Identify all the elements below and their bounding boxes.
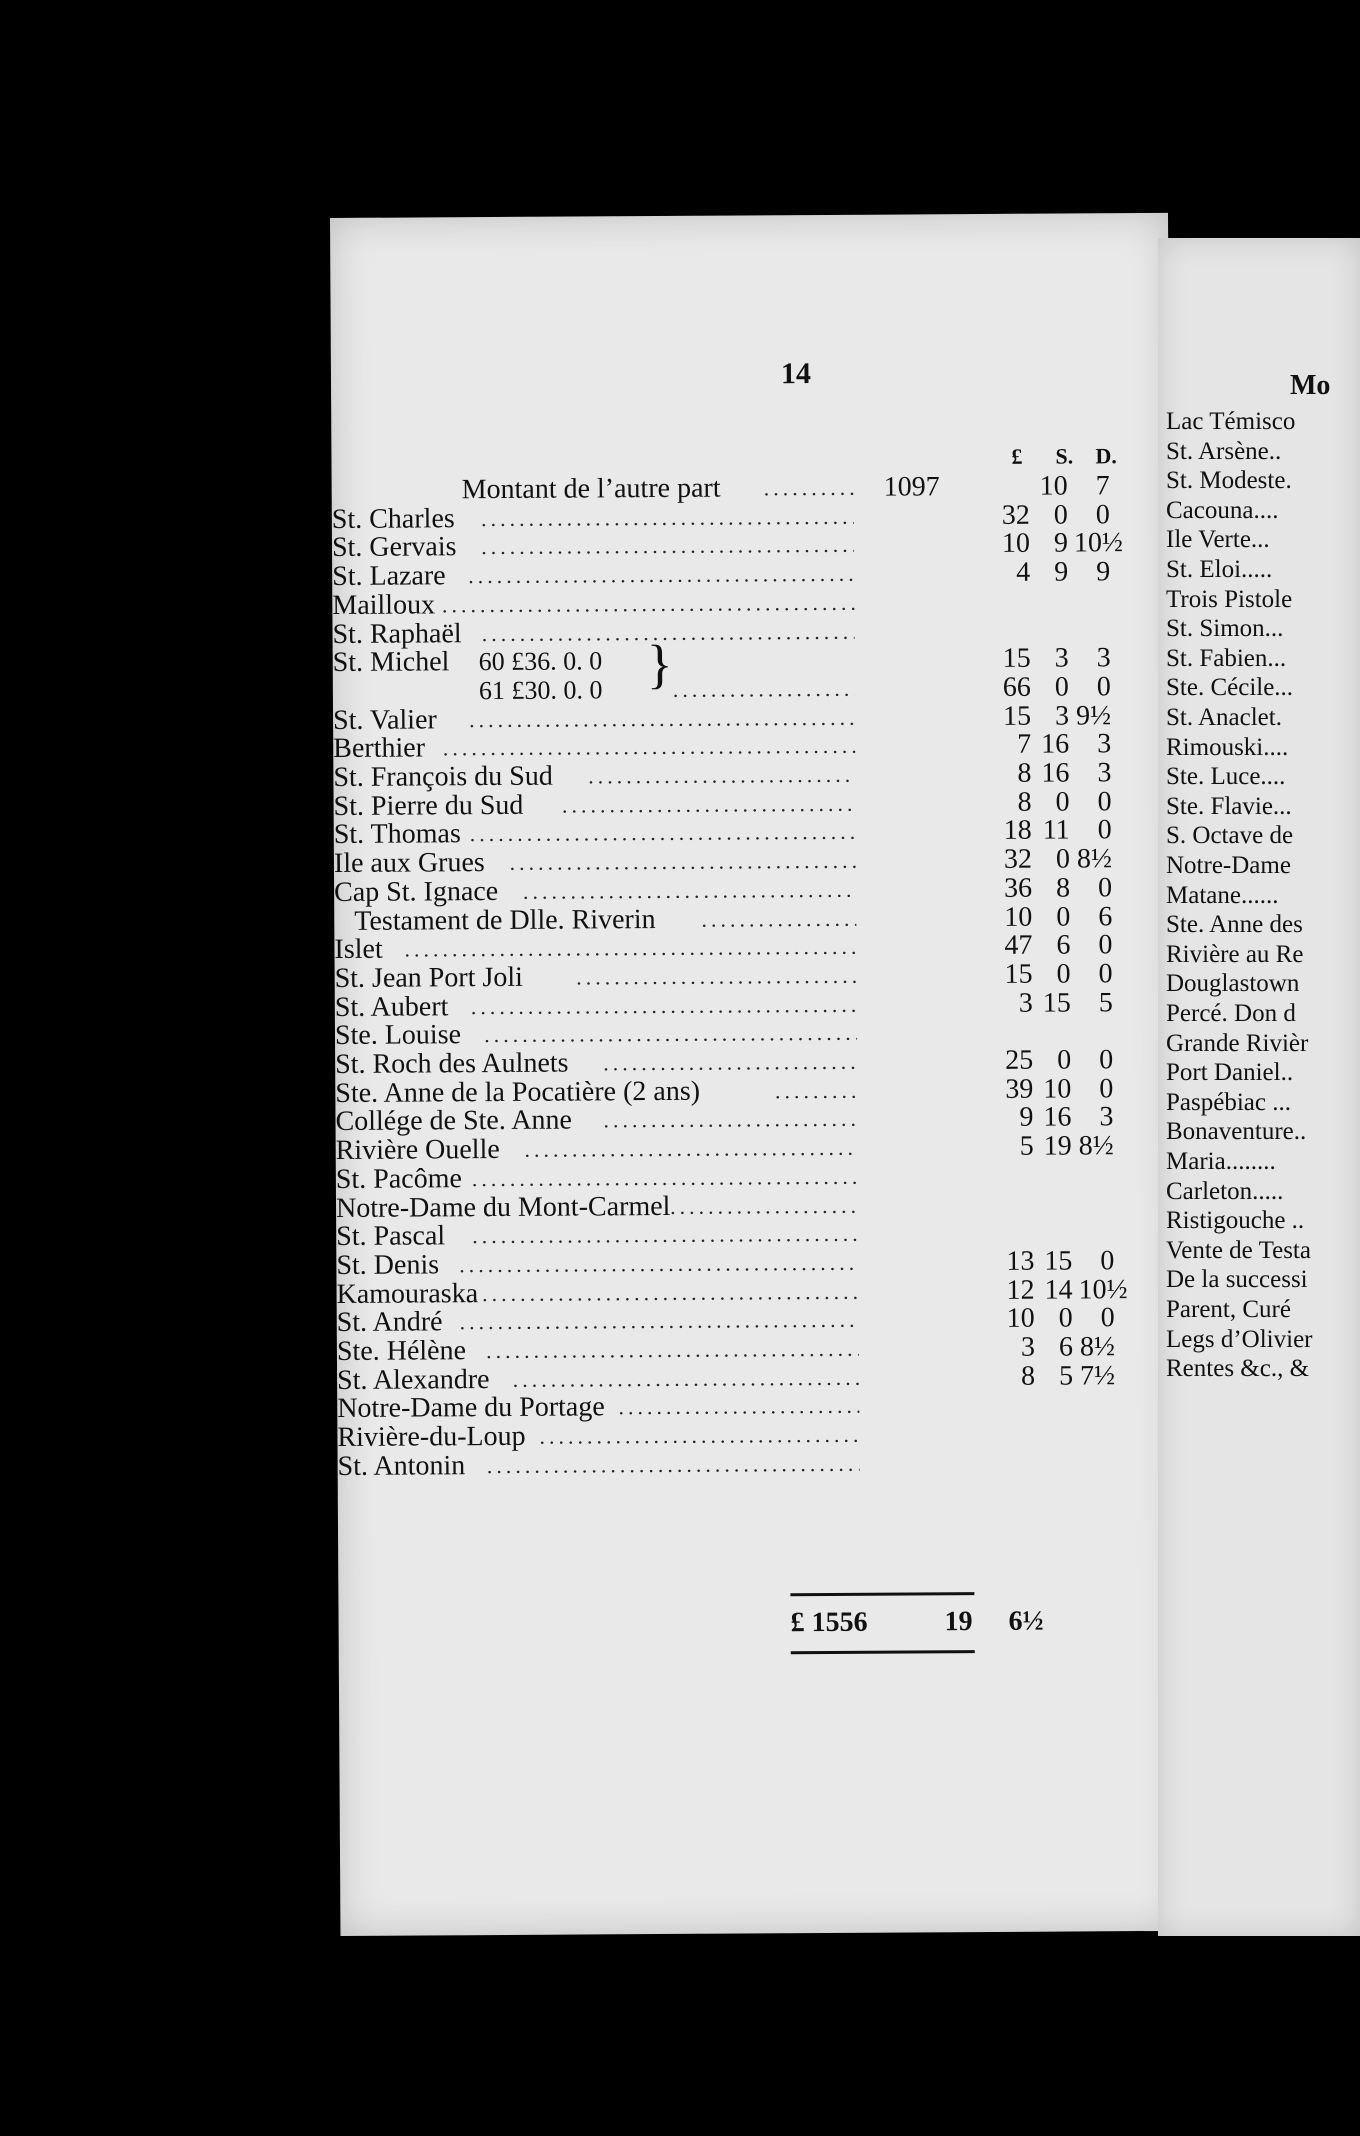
right-page-line: Notre-Dame: [1166, 852, 1291, 879]
carried-label: Montant de l’autre part: [461, 472, 721, 506]
shillings-value: 9: [1054, 556, 1069, 588]
pounds-value: 10: [1001, 528, 1031, 560]
parish-name: Cap St. Ignace: [334, 875, 499, 908]
parish-name: St. Lazare: [332, 560, 446, 593]
st-michel-line-61: 61 £30. 0. 0: [478, 675, 603, 705]
pence-value: 3: [1097, 728, 1112, 760]
parish-name: Rivière Ouelle: [335, 1134, 500, 1167]
st-michel-total: 0: [1054, 671, 1069, 703]
right-page-fragment: [1158, 238, 1360, 1936]
shillings-value: 6: [1056, 929, 1071, 961]
pounds-value: 10: [1006, 1303, 1035, 1335]
leader-dots: [468, 559, 854, 591]
pence-value: 6: [1098, 900, 1113, 932]
pounds-value: 32: [1001, 499, 1030, 531]
parish-name: Rivière-du-Loup: [337, 1420, 526, 1454]
leader-dots: [469, 702, 855, 734]
pence-value: 8½: [1079, 1331, 1116, 1363]
shillings-value: 0: [1053, 499, 1068, 531]
carried-pence: 7: [1095, 470, 1110, 502]
parish-name: St. Roch des Aulnets: [335, 1047, 569, 1080]
pounds-value: 25: [1005, 1044, 1034, 1076]
parish-name: St. Denis: [336, 1249, 440, 1281]
shillings-value: 10: [1043, 1073, 1072, 1105]
leader-dots: [404, 932, 856, 965]
pounds-value: 3: [1018, 987, 1033, 1019]
total-rule-top: [790, 1592, 974, 1596]
leader-dots: [618, 1391, 859, 1422]
total-rule-bottom: [791, 1650, 975, 1654]
leader-dots: [523, 875, 856, 907]
shillings-value: 0: [1056, 958, 1071, 990]
pounds-value: 18: [1003, 815, 1032, 847]
right-page-line: Ste. Flavie...: [1166, 792, 1292, 820]
pounds-value: 5: [1019, 1130, 1034, 1162]
right-page-line: St. Modeste.: [1166, 467, 1292, 495]
pence-value: 9½: [1075, 699, 1112, 732]
pence-header: D.: [1095, 443, 1117, 469]
st-michel-total: 0: [1096, 671, 1111, 703]
pence-value: 0: [1100, 1302, 1115, 1334]
leader-dots: [539, 1420, 859, 1452]
right-page-line: Grande Rivièr: [1166, 1029, 1309, 1057]
parish-name: Notre-Dame du Mont-Carmel: [335, 1190, 671, 1224]
leader-dots: [443, 731, 856, 764]
column-headers: [331, 443, 1169, 469]
right-page-line: Matane......: [1166, 881, 1279, 909]
pounds-value: 8: [1017, 786, 1032, 818]
leader-dots: [524, 1133, 857, 1165]
leader-dots: [471, 989, 857, 1021]
pounds-value: 3: [1020, 1331, 1036, 1363]
shillings-value: 3: [1054, 700, 1070, 732]
total-pounds: £ 1556: [790, 1606, 868, 1639]
parish-name: St. Pierre du Sud: [333, 789, 524, 822]
pence-value: 3: [1096, 642, 1111, 674]
parish-name: St. Charles: [331, 502, 455, 535]
leader-dots: [470, 817, 856, 849]
pence-value: 10½: [1073, 527, 1124, 559]
right-page-line: Ste. Cécile...: [1166, 674, 1294, 702]
leader-dots: [459, 1248, 858, 1280]
shillings-value: 9: [1053, 527, 1069, 559]
right-page-line: Douglastown: [1166, 970, 1300, 998]
shillings-value: 14: [1044, 1274, 1073, 1306]
ledger-row: [338, 1447, 1176, 1482]
pence-value: 7½: [1079, 1359, 1116, 1392]
right-page-line: Port Daniel..: [1166, 1059, 1294, 1087]
leader-dots: [487, 1449, 860, 1481]
parish-name: Ile aux Grues: [333, 847, 485, 880]
shillings-header: S.: [1055, 443, 1074, 469]
right-page-line: Bonaventure..: [1166, 1118, 1307, 1146]
right-page-line: Rivière au Re: [1166, 940, 1304, 968]
pounds-header: £: [1011, 443, 1023, 469]
pence-value: 0: [1097, 814, 1112, 846]
pence-value: 0: [1098, 929, 1113, 961]
pence-value: 0: [1099, 1072, 1114, 1105]
pence-value: 3: [1099, 1101, 1114, 1133]
pence-value: 9: [1096, 556, 1111, 588]
pence-value: 0: [1097, 785, 1112, 818]
pounds-value: 15: [1004, 958, 1033, 990]
pence-value: 0: [1098, 872, 1113, 904]
leader-dots: [588, 760, 855, 792]
left-page: [330, 213, 1178, 1936]
right-page-line: Parent, Curé: [1166, 1296, 1291, 1323]
right-page-line: Vente de Testa: [1166, 1236, 1311, 1264]
right-page-line: St. Simon...: [1166, 615, 1284, 643]
shillings-value: 6: [1058, 1331, 1074, 1363]
parish-name: St. Pascal: [336, 1220, 446, 1253]
right-page-line: St. Eloi.....: [1166, 556, 1273, 583]
right-page-line: St. Anaclet.: [1166, 704, 1282, 731]
pence-value: 8½: [1078, 1130, 1114, 1162]
right-page-line: Cacouna....: [1166, 496, 1279, 524]
leader-dots: [670, 1190, 858, 1221]
pounds-value: 9: [1019, 1102, 1034, 1134]
pence-value: 0: [1095, 498, 1110, 531]
shillings-value: 19: [1043, 1130, 1072, 1162]
right-page-line: St. Fabien...: [1166, 644, 1287, 672]
right-page-line: Paspébiac ...: [1166, 1088, 1291, 1116]
right-page-line: Carleton.....: [1166, 1177, 1284, 1205]
parish-name: Kamouraska: [336, 1277, 479, 1310]
parish-name: St. Gervais: [331, 531, 457, 564]
pounds-value: 39: [1005, 1073, 1034, 1105]
right-page-line: Rentes &c., &: [1166, 1355, 1310, 1383]
leader-dots: [484, 1018, 857, 1050]
parish-name: Islet: [334, 933, 383, 966]
shillings-value: 0: [1056, 900, 1071, 933]
right-page-line: Legs d’Olivier: [1166, 1325, 1313, 1353]
parish-name: St. Jean Port Joli: [334, 961, 523, 994]
leader-dots: [472, 1276, 858, 1308]
parish-name: Mailloux: [332, 589, 436, 621]
right-page-heading: Mo: [1290, 370, 1331, 401]
right-page-line: St. Arsène..: [1166, 437, 1282, 465]
right-page-line: Ristigouche ..: [1166, 1207, 1305, 1235]
pounds-value: 32: [1003, 843, 1033, 875]
leader-dots: [486, 1334, 859, 1366]
st-michel-total: 66: [1002, 671, 1031, 703]
total-pence: 6½: [1008, 1605, 1044, 1637]
parish-name: St. Antonin: [337, 1449, 466, 1482]
pence-value: 0: [1098, 958, 1113, 990]
parish-name: Ste. Anne de la Pocatière (2 ans): [335, 1075, 701, 1109]
leader-dots: [576, 961, 857, 993]
leader-dots: [603, 1104, 857, 1136]
carried-shillings: 10: [1039, 470, 1068, 502]
shillings-value: 16: [1041, 757, 1070, 789]
parish-name: St. Aubert: [334, 990, 449, 1023]
leader-dots: [701, 903, 856, 934]
pounds-value: 15: [1002, 642, 1031, 675]
right-page-line: Trois Pistole: [1166, 585, 1293, 613]
parish-name: St. Valier: [332, 703, 437, 736]
shillings-value: 11: [1042, 814, 1070, 847]
leader-dots: [472, 1162, 858, 1194]
parish-name: Collége de Ste. Anne: [335, 1104, 573, 1138]
right-page-line: Ste. Luce....: [1166, 763, 1286, 791]
st-michel-line-60: 60 £36. 0. 0: [478, 646, 603, 677]
leader-dots: [481, 530, 854, 562]
pounds-value: 8: [1017, 757, 1032, 789]
right-page-line: Ile Verte...: [1166, 526, 1270, 554]
leader-dots: [673, 674, 855, 705]
right-page-line: Ste. Anne des: [1166, 911, 1303, 939]
shillings-value: 0: [1057, 1044, 1072, 1076]
pence-value: 0: [1100, 1245, 1115, 1277]
parish-name: St. Raphaël: [332, 617, 462, 650]
brace-glyph: }: [646, 633, 673, 694]
right-page-line: Lac Témisco: [1166, 408, 1296, 435]
pounds-value: 13: [1006, 1245, 1035, 1277]
shillings-value: 3: [1054, 642, 1069, 674]
parish-name: Ste. Louise: [334, 1019, 462, 1052]
leader-dots: [562, 788, 856, 820]
parish-name: St. Thomas: [333, 818, 461, 851]
leader-dots: [442, 588, 855, 621]
parish-name: St. Alexandre: [337, 1363, 490, 1396]
shillings-value: 8: [1056, 872, 1071, 904]
leader-dots: [764, 473, 858, 504]
parish-name: St. André: [336, 1306, 443, 1339]
pence-value: 3: [1097, 757, 1112, 789]
pounds-value: 10: [1004, 901, 1033, 933]
pence-value: 5: [1098, 986, 1113, 1018]
parish-name: Berthier: [333, 732, 426, 765]
parish-name: St. Michel: [332, 646, 450, 679]
shillings-value: 15: [1042, 987, 1071, 1019]
pounds-value: 36: [1004, 872, 1033, 904]
pence-value: 10½: [1078, 1273, 1128, 1306]
pence-value: 0: [1099, 1044, 1114, 1076]
pounds-value: 7: [1017, 729, 1032, 761]
right-page-line: Maria........: [1166, 1148, 1276, 1175]
leader-dots: [775, 1075, 858, 1106]
leader-dots: [472, 1219, 858, 1251]
right-page-line: S. Octave de: [1166, 822, 1294, 850]
parish-name: Testament de Dlle. Riverin: [354, 903, 656, 937]
parish-name: Ste. Hélène: [336, 1335, 467, 1367]
shillings-value: 5: [1058, 1360, 1074, 1392]
parish-name: St. Pacôme: [335, 1163, 462, 1195]
leader-dots: [513, 1362, 860, 1394]
pounds-value: 15: [1002, 700, 1032, 732]
leader-dots: [459, 1305, 858, 1337]
shillings-value: 16: [1043, 1101, 1072, 1134]
carried-pounds: 1097: [883, 471, 940, 503]
right-page-line: Percé. Don d: [1166, 1000, 1296, 1027]
shillings-value: 16: [1041, 728, 1070, 760]
pounds-value: 12: [1006, 1274, 1035, 1306]
right-page-line: De la successi: [1166, 1266, 1308, 1294]
page-number: 14: [780, 357, 812, 391]
parish-name: Notre-Dame du Portage: [337, 1391, 605, 1425]
right-page-line: Rimouski....: [1166, 733, 1289, 761]
pounds-value: 47: [1004, 929, 1033, 962]
leader-dots: [509, 846, 856, 878]
leader-dots: [603, 1047, 857, 1079]
ledger: [331, 470, 1170, 1482]
shillings-value: 15: [1044, 1245, 1073, 1277]
shillings-value: 0: [1055, 843, 1071, 875]
total-shillings: 19: [944, 1606, 973, 1638]
leader-dots: [481, 501, 854, 533]
shillings-value: 0: [1055, 786, 1070, 818]
pounds-value: 8: [1020, 1360, 1036, 1392]
pence-value: 8½: [1076, 843, 1113, 875]
parish-name: St. François du Sud: [333, 760, 553, 793]
pounds-value: 4: [1016, 556, 1031, 588]
shillings-value: 0: [1058, 1302, 1073, 1334]
